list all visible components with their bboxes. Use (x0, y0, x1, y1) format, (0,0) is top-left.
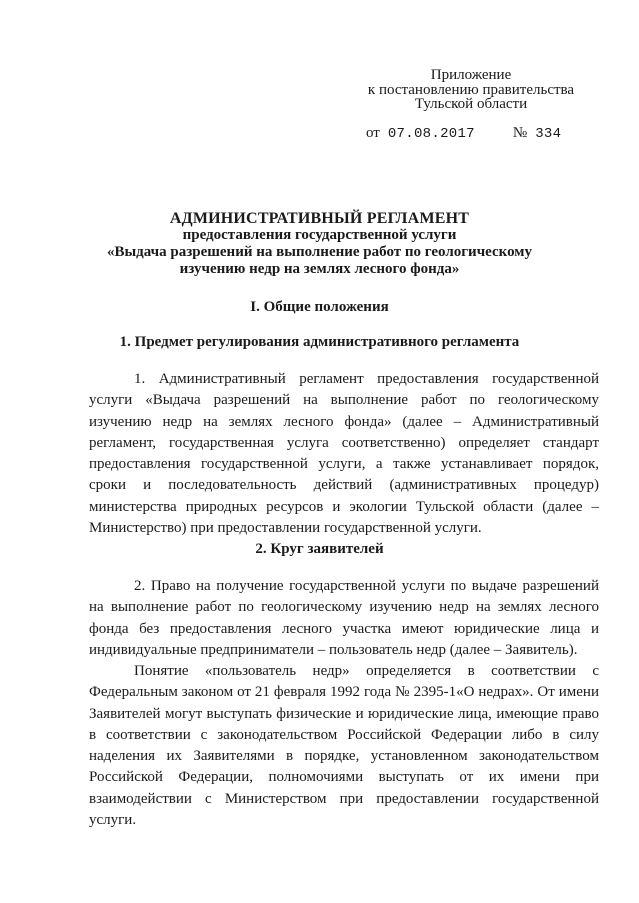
decree-number: 334 (535, 126, 562, 142)
title-line-3: «Выдача разрешений на выполнение работ по геологическому (106, 244, 533, 260)
paragraph-subject: 1. Административный регламент предоставления государственной услуги «Выдача разрешений на выполнение работ по геологическому изучению недр на землях лесного фонда» (далее – Административный регламент, государственная услуга соответственно) определяет стандарт предоставления государственной услуги, а также устанавливает порядок, сроки и последовательность действий (административных процедур) министерства природных ресурсов и экологии Тульской области (далее – Министерство) при предоставлении государственной услуги. (89, 371, 599, 537)
decree-number-label: № (512, 125, 528, 141)
title-main: АДМИНИСТРАТИВНЫЙ РЕГЛАМЕНТ (169, 210, 470, 227)
subsection-heading-applicants: 2. Круг заявителей (255, 541, 384, 557)
title-line-2: предоставления государственной услуги (182, 227, 457, 243)
appendix-block (366, 68, 576, 112)
decree-date-line (366, 125, 561, 142)
decree-date: 07.08.2017 (387, 126, 475, 142)
appendix-line-1: Приложение (430, 67, 512, 83)
appendix-line-2: к постановлению правительства (367, 81, 575, 98)
paragraph-applicants-2: Понятие «пользователь недр» определяется в соответствии с Федеральным законом от 21 февраля 1992 года № 2395-1«О недрах». От имени Заявителей могут выступать физические и юридические лица, имеющие право в соответствии с законодательством Российской Федерации либо в силу наделения их Заявителями в порядке, установленном законодательством Российской Федерации, полномочиями выступать от их имени при взаимодействии с Министерством при предоставлении государственной услуги. (89, 663, 599, 829)
section-heading-general: I. Общие положения (250, 299, 389, 315)
document-title (0, 210, 639, 278)
appendix-line-3: Тульской области (414, 96, 528, 112)
subsection-heading-subject: 1. Предмет регулирования административного регламента (119, 334, 520, 350)
title-line-4: изучению недр на землях лесного фонда» (179, 261, 460, 277)
paragraph-applicants-1: 2. Право на получение государственной услуги по выдаче разрешений на выполнение работ по геологическому изучению недр на землях лесного фонда без предоставления лесного участка имеют юридические лица и индивидуальные предприниматели – пользователь недр (далее – Заявитель). (89, 578, 599, 658)
decree-from-label: от (366, 125, 380, 141)
